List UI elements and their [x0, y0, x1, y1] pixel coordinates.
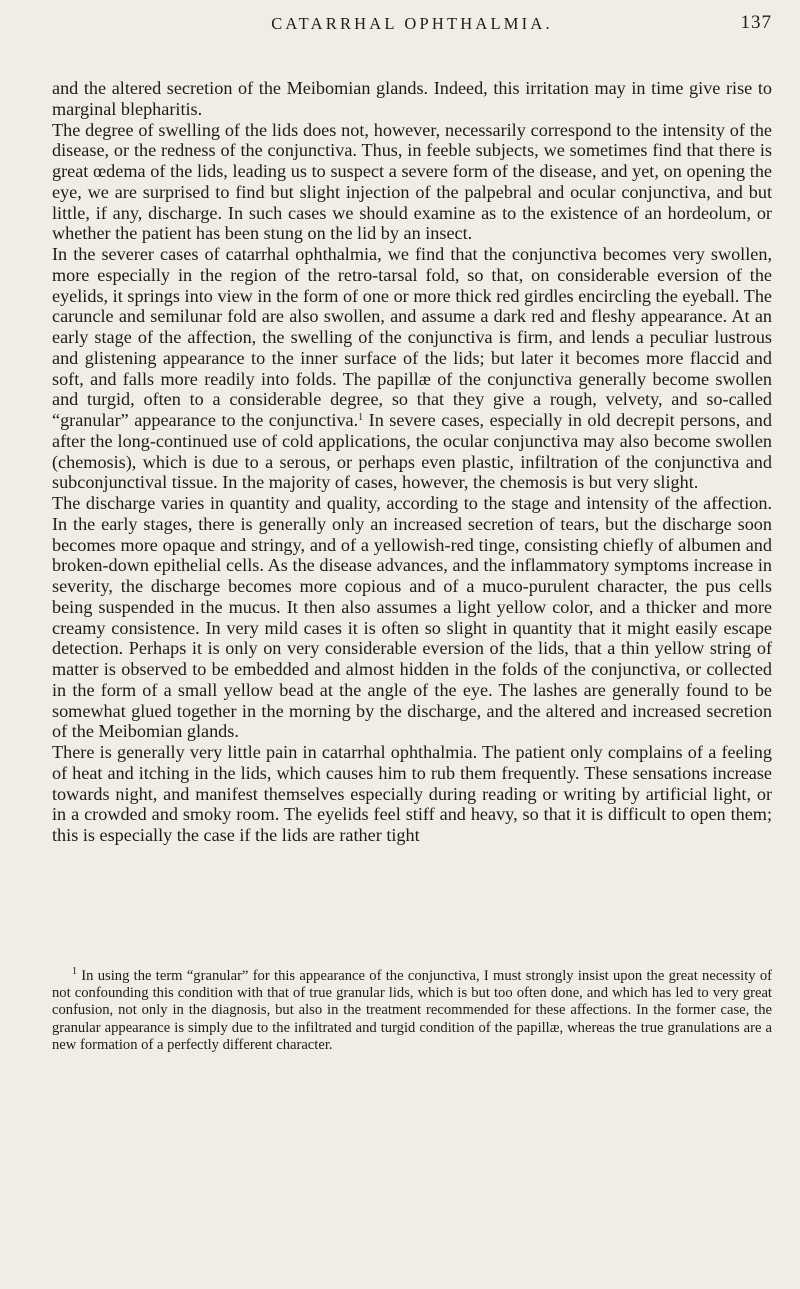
- body-text: [52, 78, 772, 846]
- paragraph-severer-cases-part-1: In the severer cases of catarrhal ophthalmia, we find that the conjunctiva becomes very swollen, more especially in the region of the retro-tarsal fold, so that, on considerable eversion of the eyelids, it springs into view in the form of one or more thick red girdles encircling the eyeball. The caruncle and semilunar fold are also swollen, and assume a dark red and fleshy appearance. At an early stage of the affection, the swelling of the conjunctiva is firm, and lends a peculiar lustrous and glistening appearance to the inner surface of the lids; but later it becomes more flaccid and soft, and falls more readily into folds. The papillæ of the conjunctiva generally become swollen and turgid, often to a considerable degree, so that they give a rough, velvety, and so-called “granular” appearance to the conjunctiva.: [52, 244, 772, 430]
- paragraph-swelling-degree: The degree of swelling of the lids does not, however, necessarily correspond to the intensity of the disease, or the redness of the conjunctiva. Thus, in feeble subjects, we sometimes find that there is great œdema of the lids, leading us to suspect a severe form of the disease, and yet, on opening the eye, we are surprised to find but slight injection of the palpebral and ocular conjunctiva, and but little, if any, discharge. In such cases we should examine as to the existence of an hordeolum, or whether the patient has been stung on the lid by an insect.: [52, 119, 772, 244]
- footnote-text: [52, 968, 772, 1054]
- footnote: [52, 968, 772, 1054]
- paragraph-meibomian-continuation: and the altered secretion of the Meibomian glands. Indeed, this irritation may in time give rise to marginal blepharitis.: [52, 78, 772, 119]
- paragraph-pain: There is generally very little pain in catarrhal ophthalmia. The patient only complains of a feeling of heat and itching in the lids, which causes him to rub them frequently. These sensations increase towards night, and manifest themselves especially during reading or writing by artificial light, or in a crowded and smoky room. The eyelids feel stiff and heavy, so that it is difficult to open them; this is especially the case if the lids are rather tight: [52, 742, 772, 845]
- running-title: CATARRHAL OPHTHALMIA.: [271, 14, 553, 33]
- page-number: 137: [740, 12, 772, 33]
- paragraph-discharge: The discharge varies in quantity and quality, according to the stage and intensity of the affection. In the early stages, there is generally only an increased secretion of tears, but the discharge soon becomes more opaque and stringy, and of a yellowish-red tinge, consisting chiefly of albumen and broken-down epithelial cells. As the disease advances, and the inflammatory symptoms increase in severity, the discharge becomes more copious and of a muco-purulent character, the pus cells being suspended in the mucus. It then also assumes a light yellow color, and a thicker and more creamy consistence. In very mild cases it is often so slight in quantity that it might easily escape detection. Perhaps it is only on very considerable eversion of the lids, that a thin yellow string of matter is observed to be embedded and almost hidden in the folds of the conjunctiva, or collected in the form of a small yellow bead at the angle of the eye. The lashes are generally found to be somewhat glued together in the morning by the discharge, and the altered and increased secretion of the Meibomian glands.: [52, 493, 772, 742]
- paragraph-severer-cases: [52, 244, 772, 493]
- paragraph-severer-cases-part-2: In severe cases, especially in old decrepit persons, and after the long-continued use of cold applications, the ocular conjunctiva may also become swollen (chemosis), which is due to a serous, or perhaps even plastic, infiltration of the conjunctiva and subconjunctival tissue. In the majority of cases, however, the chemosis is but very slight.: [52, 410, 772, 493]
- footnote-body: In using the term “granular” for this appearance of the conjunctiva, I must strongly insist upon the great necessity of not confounding this condition with that of true granular lids, which is but too often done, and which has led to very great confusion, not only in the diagnosis, but also in the treatment recommended for these affections. In the former case, the granular appearance is simply due to the infiltrated and turgid condition of the papillæ, whereas the true granulations are a new formation of a perfectly different character.: [52, 968, 772, 1053]
- footnote-marker: 1: [72, 966, 77, 977]
- running-head: [52, 12, 772, 34]
- footnote-reference: 1: [358, 412, 364, 423]
